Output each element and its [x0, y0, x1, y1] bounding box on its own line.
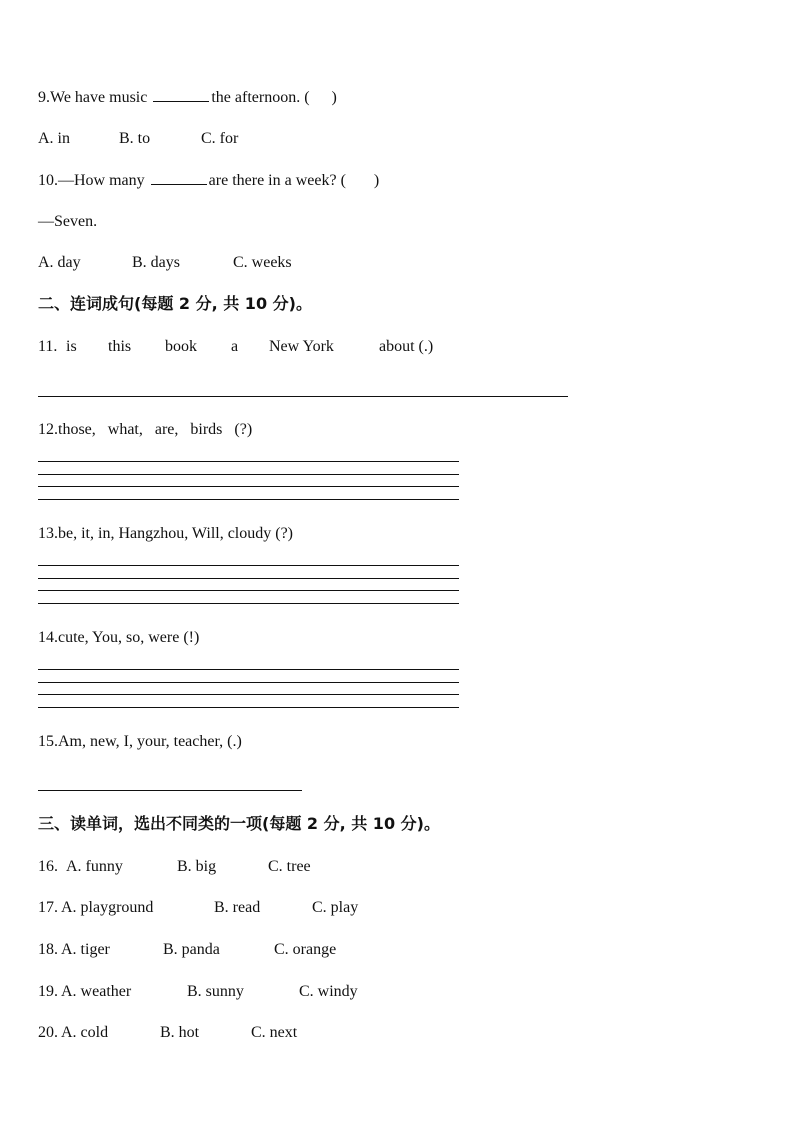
question-number: 19. [38, 983, 58, 1000]
option-a[interactable]: A. in [38, 130, 70, 147]
question-10-options [38, 253, 292, 273]
question-number: 16. [38, 858, 58, 875]
option-b[interactable]: B. sunny [187, 983, 244, 1000]
option-c[interactable]: C. windy [299, 983, 358, 1000]
question-14: 14.cute, You, so, were (!) [38, 629, 200, 646]
option-c[interactable]: C. weeks [233, 254, 292, 271]
option-b[interactable]: B. to [119, 130, 151, 147]
question-10-stem-end: are there in a week? ( [208, 172, 346, 189]
writing-line-1[interactable] [38, 669, 459, 670]
question-10-stem: 10.—How many [38, 172, 145, 189]
option-a[interactable]: A. funny [66, 858, 123, 875]
section-3-heading: 三、读单词，选出不同类的一项(每题 2 分, 共 10 分)。 [38, 814, 440, 833]
paren-close: ) [331, 89, 337, 106]
option-c[interactable]: C. for [201, 130, 239, 147]
word-tile: is [66, 338, 77, 355]
writing-line-3[interactable] [38, 486, 459, 487]
writing-line-3[interactable] [38, 590, 459, 591]
question-number: 17. [38, 899, 58, 916]
writing-line-2[interactable] [38, 682, 459, 683]
question-15: 15.Am, new, I, your, teacher, (.) [38, 733, 242, 750]
question-12: 12.those, what, are, birds (?) [38, 421, 253, 438]
word-tile: about (.) [379, 338, 434, 355]
question-17 [38, 898, 358, 918]
option-c[interactable]: C. tree [268, 858, 311, 875]
writing-line-1[interactable] [38, 461, 459, 462]
writing-line-3[interactable] [38, 694, 459, 695]
writing-line-2[interactable] [38, 578, 459, 579]
option-c[interactable]: C. play [312, 899, 359, 916]
answer-blank[interactable] [151, 170, 207, 185]
option-a[interactable]: A. playground [61, 899, 154, 916]
question-9-stem-end: the afternoon. ( [211, 89, 310, 106]
writing-line-2[interactable] [38, 474, 459, 475]
answer-line[interactable] [38, 396, 568, 397]
question-10-reply: —Seven. [38, 213, 98, 230]
writing-line-4[interactable] [38, 603, 459, 604]
question-number: 18. [38, 941, 58, 958]
option-a[interactable]: A. weather [61, 983, 132, 1000]
writing-line-1[interactable] [38, 565, 459, 566]
question-9 [38, 87, 337, 108]
question-10 [38, 170, 379, 191]
answer-blank[interactable] [153, 87, 209, 102]
option-c[interactable]: C. orange [274, 941, 337, 958]
question-20 [38, 1023, 297, 1043]
word-tile: a [231, 338, 239, 355]
option-a[interactable]: A. tiger [61, 941, 110, 958]
question-16 [38, 857, 311, 877]
question-number: 11. [38, 338, 58, 355]
word-tile: New York [269, 338, 334, 355]
question-9-options [38, 129, 238, 149]
option-b[interactable]: B. panda [163, 941, 220, 958]
option-b[interactable]: B. hot [160, 1024, 200, 1041]
option-a[interactable]: A. cold [61, 1024, 109, 1041]
section-2-heading: 二、连词成句(每题 2 分, 共 10 分)。 [38, 294, 312, 313]
option-a[interactable]: A. day [38, 254, 81, 271]
question-9-stem: 9.We have music [38, 89, 148, 106]
paren-close: ) [373, 172, 380, 189]
writing-line-4[interactable] [38, 707, 459, 708]
question-19 [38, 982, 358, 1002]
option-c[interactable]: C. next [251, 1024, 298, 1041]
question-13: 13.be, it, in, Hangzhou, Will, cloudy (?) [38, 525, 294, 542]
option-b[interactable]: B. days [132, 254, 180, 271]
question-number: 20. [38, 1024, 58, 1041]
question-18 [38, 940, 336, 960]
option-b[interactable]: B. read [214, 899, 261, 916]
option-b[interactable]: B. big [177, 858, 217, 875]
word-tile: book [165, 338, 197, 355]
word-tile: this [108, 338, 132, 355]
writing-line-4[interactable] [38, 499, 459, 500]
question-11 [38, 337, 433, 357]
answer-line[interactable] [38, 790, 302, 791]
